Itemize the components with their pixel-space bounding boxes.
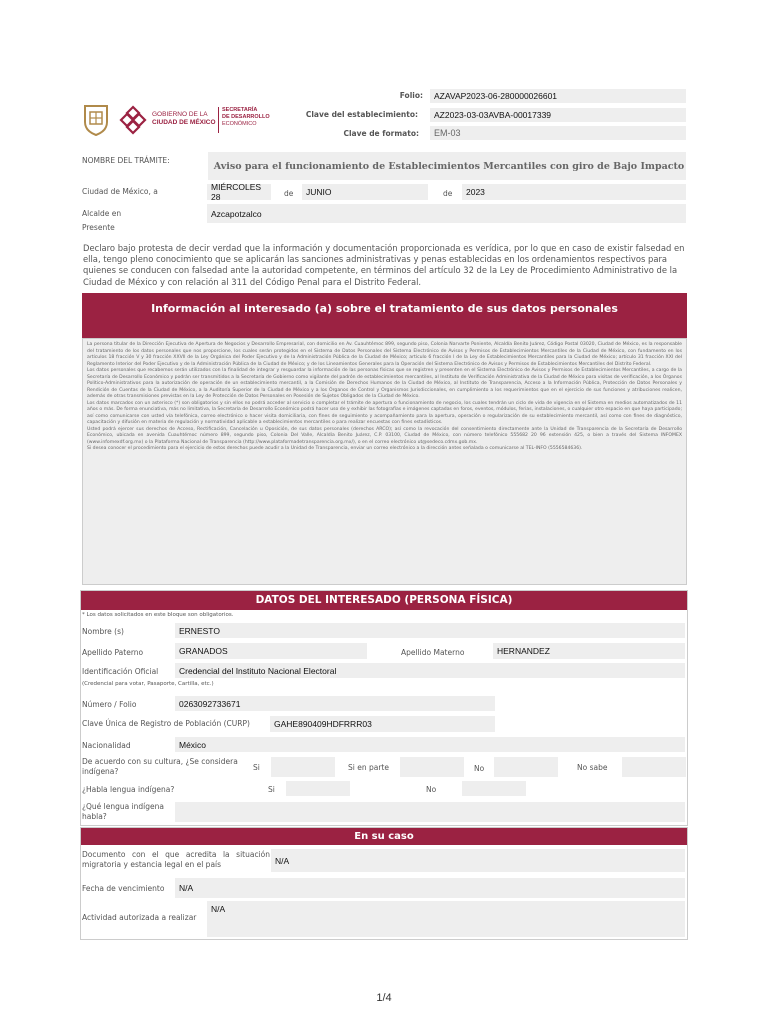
apellido-paterno-field: GRANADOS [175,643,367,659]
logo-divider [218,107,219,133]
cdmx-logo [82,103,292,137]
indigena-no-field[interactable] [494,757,558,777]
apellido-materno-label: Apellido Materno [401,648,465,657]
lengua-si-field[interactable] [286,781,350,796]
actividad-autorizada-field: N/A [207,901,685,937]
privacidad-paragraph: Los datos marcados con un asterisco (*) son obligatorios y sin ellos no podrá acceder al servicio o completar el trámite de apertura o funcionamiento de negocio, los cuales tendrán un ciclo de vida de vigencia en el Sistema en medios automatizados de 11 años o más. De forma enunciativa, más no limitativa, la Secretaría de Desarrollo Económico podrá hacer uso de y exhibir las fotografías e imágenes captadas en foros, eventos, módulos, ferias, instalaciones, o cualquier otro espacio en que haya participado; así como comunicarse con usted vía telefónica, correo electrónico o hacer visita domiciliaria, con fines de seguimiento y acompañamiento para la apertura, operación o regularización de su establecimiento mercantil, así como con fines de diagnóstico, capacitación y difusión en materia de regulación y normatividad aplicable a establecimientos mercantiles o para realizar encuestas con fines estadísticos. [87,400,682,425]
indigena-no-sabe-field[interactable] [622,757,686,777]
lengua-no-label: No [426,785,437,794]
cual-lengua-field[interactable] [175,802,685,822]
apellido-materno-field: HERNANDEZ [493,643,685,659]
identificacion-label: Identificación Oficial [82,667,159,676]
privacidad-box [82,338,687,585]
tramite-label: NOMBRE DEL TRÁMITE: [82,156,170,165]
clave-formato-field: EM-03 [430,126,686,140]
clave-establecimiento-field: AZ2023-03-03AVBA-00017339 [430,108,686,122]
flower-icon [119,105,147,135]
lengua-si-label: Si [268,785,275,794]
escudo-icon [82,104,110,136]
indigena-si-field[interactable] [271,757,335,777]
folio-label: Folio: [399,91,423,100]
indigena-si-label: Si [253,763,260,772]
logo-line-5: ECONÓMICO [222,120,257,127]
datos-interesado-note: * Los datos solicitados en este bloque son obligatorios. [82,612,234,618]
privacidad-paragraph: Usted podrá ejercer sus derechos de Acceso, Rectificación, Cancelación u Oposición, de sus datos personales (derechos ARCO); así como la revocación del consentimiento directamente ante la Unidad de Transparencia de la Secretaría de Desarrollo Económico, ubicada en avenida Cuauhtémoc número 899, segundo piso, Colonia Del Valle, Alcaldía Benito Juárez, C.P. 03100, Ciudad de México, con número telefónico 555682 20 96 extensión 425, o bien a través del Sistema INFOMEX (www.infomexdf.org.mx) o la Plataforma Nacional de Transparencia (http://www.plataformadetransparencia.org.mx/), o en el correo electrónico ut@sedeco.cdmx.gob.mx. [87,426,682,445]
privacidad-paragraph: Si desea conocer el procedimiento para el ejercicio de estos derechos puede acudir a la Unidad de Transparencia, enviar un correo electrónico a la dirección antes señalada o comunicarse al TEL-INFO (5556584636). [87,446,583,451]
documento-migratorio-field: N/A [271,849,685,872]
cual-lengua-label: ¿Qué lengua indígena habla? [82,802,164,821]
nacionalidad-field: México [175,737,685,752]
fecha-de-2: de [443,189,453,198]
privacidad-paragraph: Los datos personales que recabemos serán utilizados con la finalidad de integrar y resguardar la información de las personas físicas que se registren y presenten en el Sistema Electrónico de Avisos y Permisos de Establecimientos Mercantiles, a cargo de la Secretaría de Desarrollo Económico y podrán ser transmitidos a la Secretaría de Gobierno como vigilante del padrón de establecimientos mercantiles, al Instituto de Verificación Administrativa de la Ciudad de México para visitas de verificación, a los Órganos Político-Administrativos para la autorización de operación de un establecimiento mercantil, a la Comisión de Derechos Humanos de la Ciudad de México, al Instituto de Transparencia, Acceso a la Información Pública, Protección de Datos Personales y Rendición de Cuentas de la Ciudad de México, a la Auditoría Superior de la Ciudad de México y a los Órganos de Control y Organismos Jurisdiccionales, en cumplimiento a los requerimientos que en el ejercicio de sus funciones y atribuciones realicen, además de otras transmisiones previstas en la Ley de Protección de Datos Personales en Posesión de Sujetos Obligados de la Ciudad de México. [87,368,682,399]
fecha-mes-field: JUNIO [302,184,428,200]
curp-label: Clave Única de Registro de Población (CURP) [82,719,250,728]
logo-line-2: CIUDAD DE MÉXICO [152,119,216,126]
indigena-en-parte-label: Si en parte [348,763,389,772]
en-su-caso-title: En su caso [81,828,687,845]
clave-formato-label: Clave de formato: [343,129,419,138]
privacidad-title: Información al interesado (a) sobre el tratamiento de sus datos personales [82,293,687,338]
indigena-label: De acuerdo con su cultura, ¿Se considera indígena? [82,757,238,776]
curp-field: GAHE890409HDFRRR03 [270,716,495,732]
page-number: 1/4 [376,992,392,1004]
nacionalidad-label: Nacionalidad [82,741,131,750]
apellido-paterno-label: Apellido Paterno [82,648,144,657]
logo-gobierno-text [152,111,216,127]
declaracion-text: Declaro bajo protesta de decir verdad que la información y documentación proporcionada es verídica, por lo que en caso de existir falsedad en ella, tengo pleno conocimiento que se aplicarán las sanciones administrativas y penas establecidas en los ordenamientos respectivos para quienes se conducen con falsedad ante la autoridad competente, en términos del artículo 32 de la Ley de Procedimiento Administrativo de la Ciudad de México y con relación al 311 del Código Penal para el Distrito Federal. [83,243,685,287]
fecha-vencimiento-field: N/A [175,878,685,898]
fecha-anio-field: 2023 [462,184,686,200]
numero-folio-field: 0263092733671 [175,696,495,711]
fecha-de-1: de [284,189,294,198]
folio-field: AZAVAP2023-06-280000026601 [430,89,686,103]
privacidad-paragraph: La persona titular de la Dirección Ejecutiva de Apertura de Negocios y Desarrollo Empresarial, con domicilio en Av. Cuauhtémoc 899, segundo piso, Colonia Narvarte Poniente, Alcaldía Benito Juárez, Código Postal 03020, Ciudad de México, es la responsable del tratamiento de los datos personales que nos proporcione, los cuales serán protegidos en el Sistema de Datos Personales del Sistema Electrónico de Avisos y Permisos de Establecimientos Mercantiles de la Ciudad de México, con fundamento en los artículos 18 fracción V y 30 fracción XXVII de la Ley Orgánica del Poder Ejecutivo y de la Administración Pública de la Ciudad de México; artículo 6 fracción I de la Ley de Establecimientos Mercantiles para la Ciudad de México; artículo 31 fracción XXI del Reglamento Interior del Poder Ejecutivo y de la Administración Pública de la Ciudad de México; y de los Lineamientos Generales para la Operación del Sistema Electrónico de Avisos y Permisos de Establecimientos Mercantiles del Distrito Federal. [87,342,682,367]
tramite-field: Aviso para el funcionamiento de Establecimientos Mercantiles con giro de Bajo Impacto [208,152,686,180]
alcalde-label: Alcalde en [82,209,122,218]
numero-folio-label: Número / Folio [82,700,137,709]
nombre-label: Nombre (s) [82,627,124,636]
actividad-autorizada-label: Actividad autorizada a realizar [82,913,197,922]
fecha-vencimiento-label: Fecha de vencimiento [82,884,165,893]
fecha-dia-field: MIÉRCOLES 28 [207,184,271,200]
nombre-field: ERNESTO [175,623,685,638]
documento-migratorio-label: Documento con el que acredita la situación migratoria y estancia legal en el país [82,850,270,869]
fecha-label: Ciudad de México, a [82,187,158,196]
logo-line-3: SECRETARÍA [222,107,258,113]
indigena-en-parte-field[interactable] [400,757,464,777]
identificacion-note: (Credencial para votar, Pasaporte, Cartilla, etc.) [82,681,214,687]
clave-establecimiento-label: Clave del establecimiento: [305,110,418,119]
indigena-no-label: No [474,764,485,773]
lengua-indigena-label: ¿Habla lengua indígena? [82,785,175,794]
logo-secretaria-text [222,107,270,127]
indigena-no-sabe-label: No sabe [577,763,608,772]
presente-label: Presente [82,223,115,232]
logo-line-4: DE DESARROLLO [222,113,270,120]
logo-line-1: GOBIERNO DE LA [152,111,208,118]
datos-interesado-title: DATOS DEL INTERESADO (PERSONA FÍSICA) [81,591,687,610]
identificacion-field: Credencial del Instituto Nacional Electoral [175,663,685,678]
alcalde-field: Azcapotzalco [207,204,686,223]
lengua-no-field[interactable] [462,781,526,796]
